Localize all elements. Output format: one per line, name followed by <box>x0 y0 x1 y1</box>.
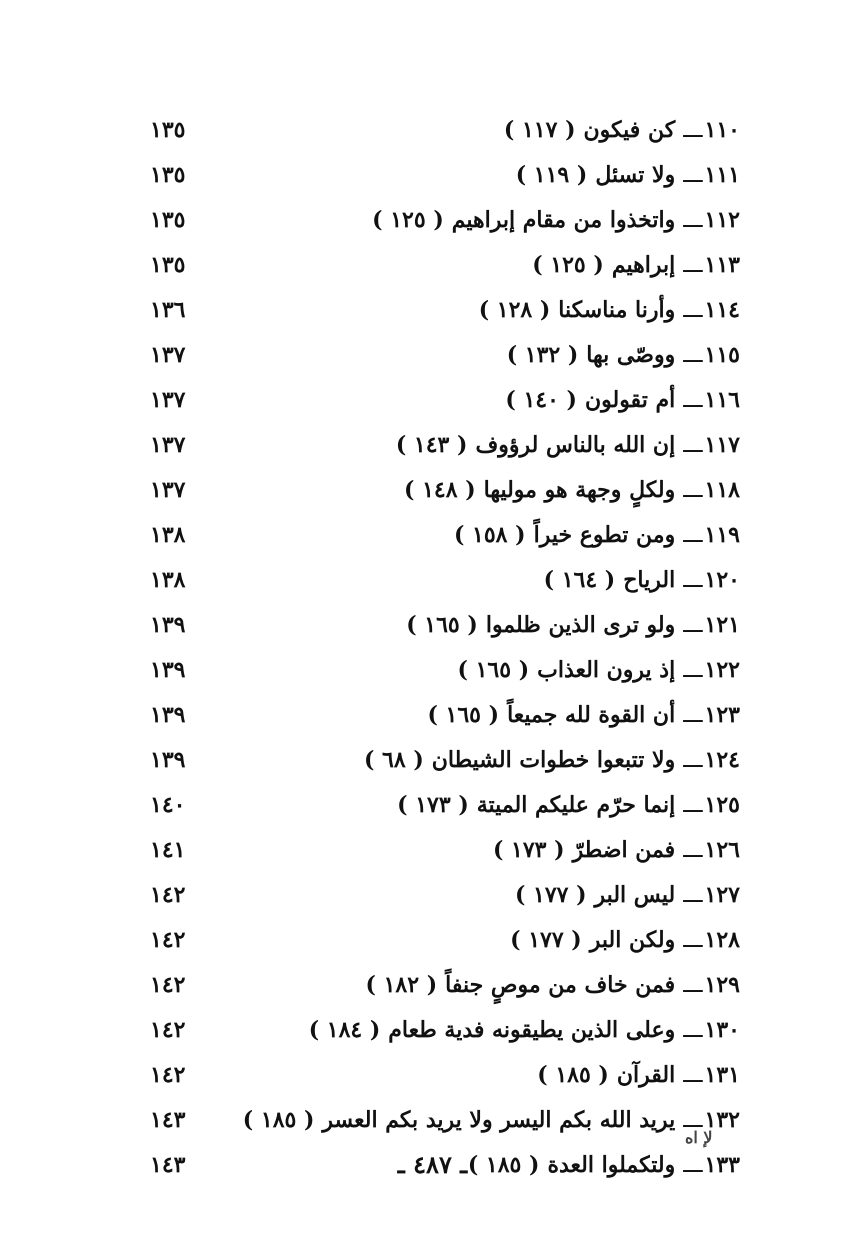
entry-page-number: ١٣٨ <box>150 522 186 548</box>
index-entry <box>150 423 740 468</box>
entry-number: ١٣١ <box>704 1062 740 1088</box>
index-entry <box>150 648 740 693</box>
entry-verse-ref: ( ١١٩ ) <box>515 162 588 188</box>
entry-page-number: ١٣٥ <box>150 117 186 143</box>
entry-verse-ref: ( ١٤٠ ) <box>505 387 577 413</box>
entry-text: ومن تطوع خيراً <box>533 522 676 548</box>
entry-verse-ref: ( ١٦٥ ) <box>427 702 500 728</box>
index-entry <box>150 1053 740 1098</box>
entry-number: ١١٠ <box>704 117 740 143</box>
entry-verse-ref: ( ١٨٥ ) <box>467 1152 540 1178</box>
entry-text: كن فيكون <box>583 117 676 143</box>
entry-verse-ref: ( ١٧٣ ) <box>492 837 565 863</box>
entry-text: فمن اضطرّ <box>572 837 676 863</box>
index-entry <box>150 513 740 558</box>
entry-page-number: ١٤٢ <box>150 1062 186 1088</box>
index-entry <box>150 693 740 738</box>
entry-text: وأرنا مناسكنا <box>558 297 676 323</box>
entry-page-number: ١٤٢ <box>150 972 186 998</box>
entry-verse-ref: ( ١٦٥ ) <box>406 612 478 638</box>
entry-dash: ـــ <box>683 388 703 413</box>
entry-page-number: ١٣٩ <box>150 747 186 773</box>
entry-verse-ref: ( ١٧٣ ) <box>397 792 469 818</box>
entry-number: ١٢٤ <box>704 747 740 773</box>
entry-verse-ref: ( ١٥٨ ) <box>453 522 526 548</box>
entry-main <box>458 648 740 693</box>
entry-number: ١١٩ <box>704 522 740 548</box>
index-entry <box>150 153 740 198</box>
entry-number: ١٢٣ <box>704 702 740 728</box>
entry-page-number: ١٣٥ <box>150 207 186 233</box>
entry-page-number: ١٣٧ <box>150 432 186 458</box>
entry-verse-ref: ( ١٨٥ ) <box>242 1107 315 1133</box>
entry-text: أن القوة لله جميعاً <box>507 702 676 728</box>
index-entry <box>150 378 740 423</box>
entry-verse-ref: ( ١٦٥ ) <box>457 657 530 683</box>
index-entry <box>150 1008 740 1053</box>
entry-text: فمن خاف من موصٍ جنفاً <box>445 972 676 998</box>
entry-main <box>396 423 740 468</box>
entry-page-number: ١٣٩ <box>150 612 186 638</box>
entry-main <box>427 693 740 738</box>
entry-dash: ـــ <box>683 1063 703 1088</box>
entry-text: ليس البر <box>594 882 676 908</box>
entry-number: ١١٥ <box>704 342 740 368</box>
entry-text: القرآن <box>616 1062 676 1088</box>
entry-number: ١١٣ <box>704 252 740 278</box>
entry-page-number: ١٤٢ <box>150 1017 186 1043</box>
entry-number: ١٢٢ <box>704 657 740 683</box>
entry-verse-ref: ( ١٧٧ ) <box>510 927 582 953</box>
page-number: ـ ٤٨٧ ـ <box>397 1150 468 1179</box>
index-entry <box>150 963 740 1008</box>
entry-verse-ref: ( ١٢٥ ) <box>372 207 444 233</box>
entry-page-number: ١٣٧ <box>150 387 186 413</box>
entry-main <box>309 1008 740 1053</box>
entry-page-number: ١٤٢ <box>150 882 186 908</box>
entry-page-number: ١٤٠ <box>150 792 186 818</box>
entry-dash: ـــ <box>683 748 703 773</box>
entry-main <box>454 513 740 558</box>
entry-text: ولا تسئل <box>595 162 676 188</box>
entry-page-number: ١٣٥ <box>150 252 186 278</box>
entry-page-number: ١٤٢ <box>150 927 186 953</box>
entry-main <box>532 243 740 288</box>
entry-number: ١٢٩ <box>704 972 740 998</box>
entry-page-number: ١٣٥ <box>150 162 186 188</box>
entry-main <box>507 333 740 378</box>
entry-dash: ـــ <box>683 253 703 278</box>
entry-text: ووصّى بها <box>586 342 676 368</box>
entry-text: إن الله بالناس لرؤوف <box>475 432 676 458</box>
entry-dash: ـــ <box>683 1153 703 1178</box>
index-entry <box>150 738 740 783</box>
entry-text: إبراهيم <box>611 252 676 278</box>
entry-text: ولكن البر <box>589 927 676 953</box>
entry-dash: ـــ <box>683 433 703 458</box>
entry-page-number: ١٣٩ <box>150 702 186 728</box>
entry-dash: ـــ <box>683 523 703 548</box>
entry-verse-ref: ( ١٤٣ ) <box>395 432 468 458</box>
index-entry <box>150 198 740 243</box>
index-entry <box>150 873 740 918</box>
entry-main <box>243 1098 740 1143</box>
index-entry <box>150 243 740 288</box>
entry-number: ١١٢ <box>704 207 740 233</box>
entry-main <box>404 468 740 513</box>
entry-number: ١١٦ <box>704 387 740 413</box>
entry-dash: ـــ <box>683 298 703 323</box>
index-entry <box>150 468 740 513</box>
entry-verse-ref: ( ١٧٧ ) <box>514 882 587 908</box>
entry-text: وعلى الذين يطيقونه فدية طعام <box>388 1017 676 1043</box>
entry-page-number: ١٣٨ <box>150 567 186 593</box>
index-entry <box>150 828 740 873</box>
entry-main <box>515 873 740 918</box>
entry-number: ١٢٨ <box>704 927 740 953</box>
entry-text: ولكلٍ وجهة هو موليها <box>483 477 676 503</box>
entry-verse-ref: ( ١٢٨ ) <box>478 297 551 323</box>
entry-number: ١٢٥ <box>704 792 740 818</box>
entry-main <box>544 558 740 603</box>
entry-text: إنما حرّم عليكم الميتة <box>476 792 676 818</box>
entry-verse-ref: ( ١٦٤ ) <box>543 567 616 593</box>
entry-text: ولو ترى الذين ظلموا <box>485 612 676 638</box>
entry-verse-ref: ( ١٤٨ ) <box>404 477 476 503</box>
entry-dash: ـــ <box>683 928 703 953</box>
entry-page-number: ١٤٣ <box>150 1152 186 1178</box>
entry-number: ١١١ <box>704 162 740 188</box>
entry-dash: ـــ <box>683 613 703 638</box>
entry-dash: ـــ <box>683 658 703 683</box>
index-entry <box>150 288 740 333</box>
entry-text: ولا تتبعوا خطوات الشيطان <box>431 747 676 773</box>
entry-page-number: ١٣٦ <box>150 297 186 323</box>
entry-main <box>397 783 740 828</box>
entry-number: ١١٤ <box>704 297 740 323</box>
entry-page-number: ١٣٩ <box>150 657 186 683</box>
entry-dash: ـــ <box>683 163 703 188</box>
entry-number: ١٣٠ <box>704 1017 740 1043</box>
entry-number: ١٢٧ <box>704 882 740 908</box>
entry-text: أم تقولون <box>584 387 676 413</box>
entry-verse-ref: ( ١٢٥ ) <box>532 252 604 278</box>
index-entry <box>150 1098 740 1143</box>
entry-number: ١٢٠ <box>704 567 740 593</box>
entry-verse-ref: ( ١١٧ ) <box>503 117 576 143</box>
entry-main <box>537 1053 740 1098</box>
entry-number: ١٣٢ <box>704 1107 740 1133</box>
entry-main <box>493 828 740 873</box>
entry-dash: ـــ <box>683 703 703 728</box>
entry-number: ١١٧ <box>704 432 740 458</box>
entry-page-number: ١٣٧ <box>150 342 186 368</box>
entry-text: يريد الله بكم اليسر ولا يريد بكم العسر <box>322 1107 676 1133</box>
entry-number: ١٢١ <box>704 612 740 638</box>
entry-dash: ـــ <box>683 838 703 863</box>
entry-verse-ref: ( ١٨٢ ) <box>365 972 438 998</box>
index-entry <box>150 918 740 963</box>
entry-text: إذ يرون العذاب <box>537 657 676 683</box>
entry-text: الرياح <box>623 567 676 593</box>
entry-dash: ـــ <box>683 118 703 143</box>
entry-main <box>406 603 740 648</box>
index-entry <box>150 333 740 378</box>
entry-dash: ـــ <box>683 973 703 998</box>
index-entry <box>150 603 740 648</box>
entry-main <box>510 918 740 963</box>
entry-text: واتخذوا من مقام إبراهيم <box>451 207 676 233</box>
entry-dash: ـــ <box>683 208 703 233</box>
entry-verse-ref: ( ١٨٥ ) <box>537 1062 609 1088</box>
entry-main <box>366 963 740 1008</box>
entry-dash: ـــ <box>683 793 703 818</box>
entry-main <box>372 198 740 243</box>
entry-verse-ref: ( ١٣٢ ) <box>506 342 579 368</box>
entry-dash: ـــ <box>683 1108 703 1133</box>
index-entry <box>150 783 740 828</box>
index-list <box>150 108 740 1188</box>
entry-dash: ـــ <box>683 883 703 908</box>
entry-dash: ـــ <box>683 478 703 503</box>
entry-main <box>479 288 740 333</box>
entry-number: ١١٨ <box>704 477 740 503</box>
entry-main <box>504 108 740 153</box>
entry-page-number: ١٣٧ <box>150 477 186 503</box>
entry-dash: ـــ <box>683 343 703 368</box>
entry-verse-ref: ( ١٨٤ ) <box>308 1017 381 1043</box>
entry-page-number: ١٤٣ <box>150 1107 186 1133</box>
entry-dash: ـــ <box>683 568 703 593</box>
entry-page-number: ١٤١ <box>150 837 186 863</box>
entry-main <box>364 738 740 783</box>
index-entry <box>150 108 740 153</box>
entry-main <box>516 153 740 198</box>
entry-number: ١٢٦ <box>704 837 740 863</box>
ink-stamp: لإ اه <box>685 1128 713 1147</box>
entry-main <box>505 378 740 423</box>
entry-text: ولتكملوا العدة <box>547 1152 676 1178</box>
entry-number: ١٣٣ <box>704 1152 740 1178</box>
entry-dash: ـــ <box>683 1018 703 1043</box>
entry-verse-ref: ( ٦٨ ) <box>363 747 424 773</box>
index-entry <box>150 558 740 603</box>
